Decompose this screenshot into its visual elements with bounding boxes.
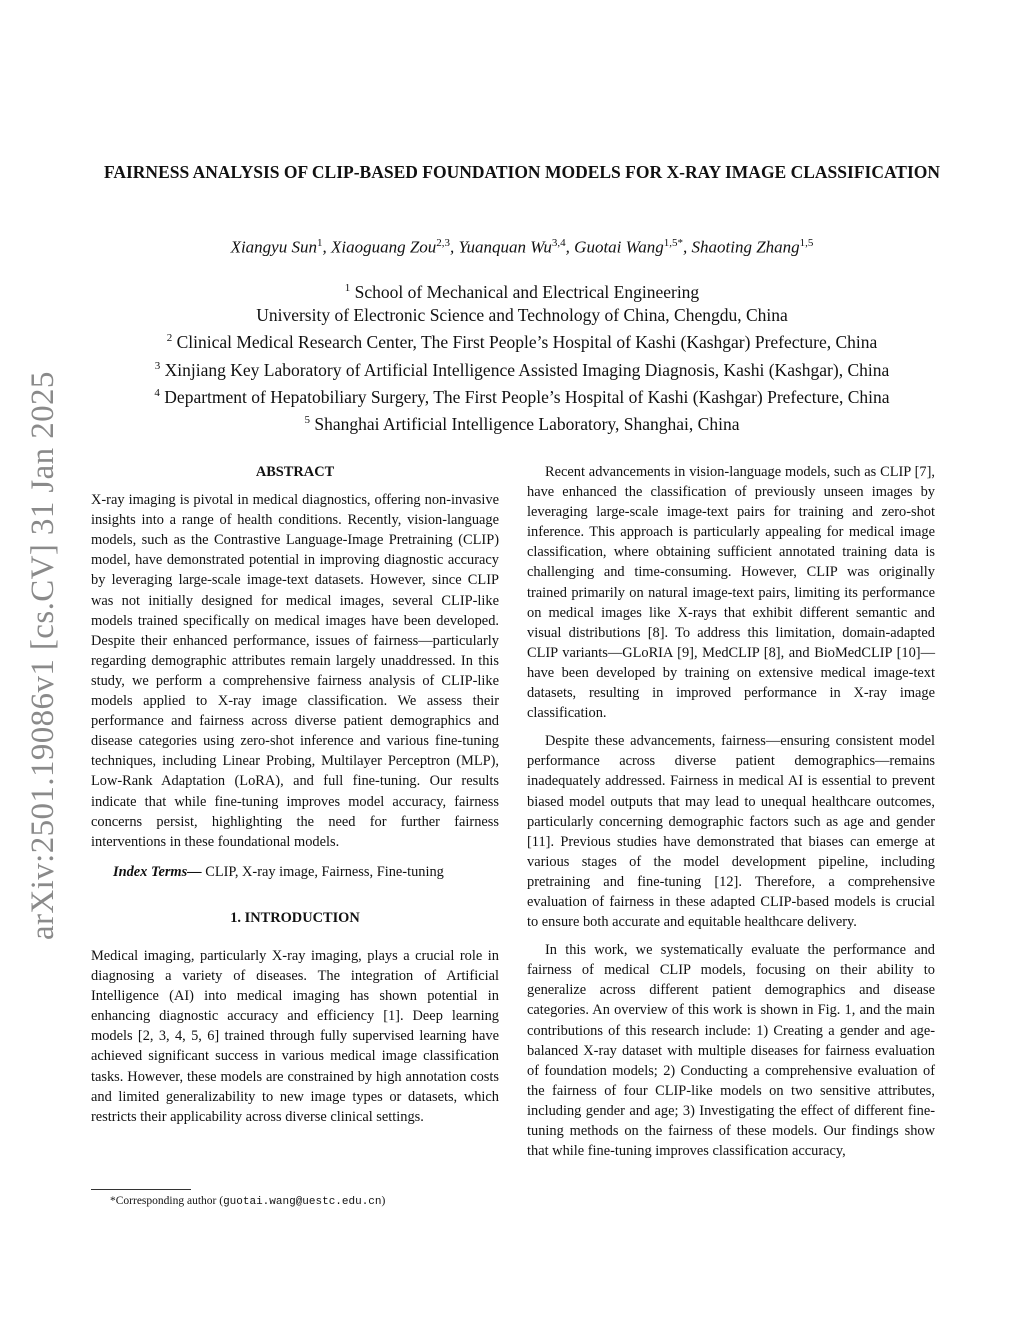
- footnote-divider: [91, 1189, 191, 1190]
- affiliation-marker: 1: [344, 282, 351, 294]
- affiliation-marker: 2: [166, 332, 173, 345]
- affiliation: [90, 277, 954, 304]
- introduction-paragraph: Medical imaging, particularly X-ray imaging, plays a crucial role in diagnosing a variety of diseases. The integration of Artificial Intelligence (AI) into medical imaging has shown potential in enhancing diagnostic accuracy and efficiency [1]. Deep learning models [2, 3, 4, 5, 6] trained through fully supervised learning have achieved significant success in various medical image classification tasks. However, these models are constrained by high annotation costs and limited generalizability to new image types or datasets, which restricts their applicability across diverse clinical settings.: [91, 947, 499, 1125]
- affiliation: [90, 304, 954, 327]
- author-list: Xiangyu Sun$^1$, Xiaoguang Zou$^{2,3}$, Yuanquan Wu$^{3,4}$, Guotai Wang$^{1,5*}$, Shaoting Zhang$^{1,5}$: [230, 237, 814, 257]
- paper-title: FAIRNESS ANALYSIS OF CLIP-BASED FOUNDATION MODELS FOR X-RAY IMAGE CLASSIFICATION: [103, 162, 941, 182]
- left-column: [91, 462, 499, 1135]
- affiliation-text: University of Electronic Science and Technology of China, Chengdu, China: [256, 305, 788, 326]
- author-affiliation-marker: 1,5: [799, 237, 814, 249]
- footnote: [110, 1193, 385, 1210]
- author-name: Yuanquan Wu: [458, 237, 552, 257]
- right-column: [527, 462, 935, 1169]
- index-terms-text: CLIP, X-ray image, Fairness, Fine-tuning: [205, 863, 444, 880]
- affiliation-text: Shanghai Artificial Intelligence Laboratory, Shanghai, China: [314, 413, 740, 434]
- index-terms: [91, 862, 499, 882]
- abstract-heading: ABSTRACT: [255, 464, 335, 480]
- author-name: Shaoting Zhang: [691, 237, 800, 257]
- author-name: Guotai Wang: [574, 237, 664, 257]
- abstract-text: X-ray imaging is pivotal in medical diagnostics, offering non-invasive insights into a range of health conditions. Recently, vision-language models, such as the Contrastive Language-Image Pretraining (CLIP) model, have demonstrated potential in improving diagnostic accuracy by leveraging large-scale image-text datasets. However, since CLIP was not initially designed for medical images, several CLIP-like models trained specifically on medical images have been developed. Despite their enhanced performance, issues of fairness—particularly regarding demographic attributes remain largely unaddressed. In this study, we perform a comprehensive fairness analysis of CLIP-like models applied to X-ray image classification. We assess their performance and fairness across diverse patient demographics and disease categories using zero-shot inference and various fine-tuning techniques, including Linear Probing, Multilayer Perceptron (MLP), Low-Rank Adaptation (LoRA), and full fine-tuning. Our results indicate that while fine-tuning improves model accuracy, fairness concerns persist, highlighting the need for further fairness interventions in these foundational models.: [91, 492, 499, 850]
- footnote-marker: *: [110, 1195, 116, 1207]
- affiliation-marker: 4: [154, 386, 160, 399]
- affiliation-list: [90, 277, 954, 436]
- author-affiliation-marker: 1: [316, 237, 323, 249]
- affiliation: [90, 409, 954, 436]
- affiliation-text: Xinjiang Key Laboratory of Artificial Intelligence Assisted Imaging Diagnosis, Kashi (Kashgar), China: [164, 359, 890, 380]
- affiliation: [90, 355, 954, 382]
- affiliation-text: School of Mechanical and Electrical Engineering: [354, 281, 700, 302]
- affiliation-marker: 3: [154, 359, 161, 372]
- body-paragraph: Despite these advancements, fairness—ensuring consistent model performance across diverse patient demographics—remains inadequately addressed. Fairness in medical AI is essential to prevent biased model outputs that may lead to unequal healthcare outcomes, particularly concerning demographic factors such as age and gender [11]. Previous studies have demonstrated that biases can emerge at various stages of the model development pipeline, including pretraining and fine-tuning [12]. Therefore, a comprehensive evaluation of fairness in these adapted CLIP-based models is crucial to ensure both accurate and equitable healthcare delivery.: [527, 733, 935, 931]
- author-affiliation-marker: 1,5*: [663, 237, 683, 249]
- affiliation-text: Department of Hepatobiliary Surgery, The First People’s Hospital of Kashi (Kashgar) Prefecture, China: [164, 386, 890, 407]
- arxiv-identifier: arXiv:2501.19086v1 [cs.CV] 31 Jan 2025: [25, 371, 61, 940]
- body-paragraph: Recent advancements in vision-language models, such as CLIP [7], have enhanced the classification of previously unseen images by leveraging large-scale image-text pairs for training and zero-shot inference. This approach is particularly appealing for medical image classification, where obtaining sufficient annotated training data is challenging and time-consuming. However, CLIP was originally trained primarily on natural image-text pairs, limiting its performance on medical images like X-rays that exhibit different semantic and visual distributions [8]. To address this limitation, domain-adapted CLIP variants—GLoRIA [9], MedCLIP [8], and BioMedCLIP [10]—have been developed by training on extensive medical image-text datasets, resulting in improved performance in X-ray image classification.: [527, 464, 935, 722]
- affiliation: [90, 382, 954, 409]
- affiliation-text: Clinical Medical Research Center, The First People’s Hospital of Kashi (Kashgar) Prefecture, China: [176, 332, 878, 353]
- author-name: Xiaoguang Zou: [330, 237, 437, 257]
- corresponding-email-link[interactable]: guotai.wang@uestc.edu.cn: [223, 1196, 382, 1208]
- affiliation: [90, 327, 954, 354]
- author-name: Xiangyu Sun: [230, 237, 317, 257]
- footnote-text: Corresponding author (: [115, 1195, 224, 1207]
- footnote-close: ): [381, 1195, 386, 1207]
- introduction-heading: 1. INTRODUCTION: [230, 909, 360, 926]
- author-affiliation-marker: 2,3: [436, 237, 451, 249]
- body-paragraph: In this work, we systematically evaluate the performance and fairness of medical CLIP models, focusing on their ability to generalize across different patient demographics and disease categories. An overview of this work is shown in Fig. 1, and the main contributions of this research include: 1) Creating a gender and age-balanced X-ray dataset with multiple diseases for fairness evaluation of foundation models; 2) Conducting a comprehensive evaluation of the fairness of four CLIP-like models on two sensitive attributes, including gender and age; 3) Investigating the effect of different fine-tuning methods on the fairness of these models. Our findings show that while fine-tuning improves classification accuracy,: [527, 942, 935, 1160]
- affiliation-marker: 5: [304, 413, 311, 426]
- index-terms-label: Index Terms—: [113, 863, 202, 880]
- author-affiliation-marker: 3,4: [551, 237, 566, 249]
